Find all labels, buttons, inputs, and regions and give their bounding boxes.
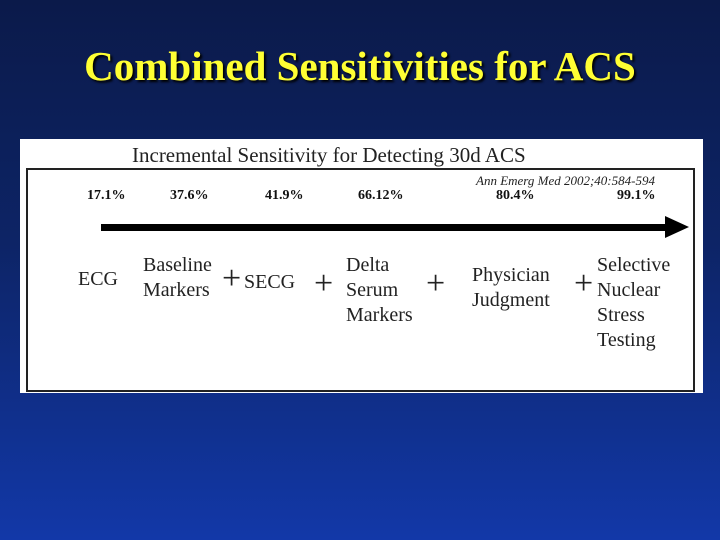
sensitivity-delta-serum-markers: 66.12% — [358, 188, 404, 203]
step-selective-nuclear-stress-testing — [597, 253, 670, 353]
figure-panel — [20, 139, 703, 393]
plus-symbol: + — [574, 265, 594, 302]
progression-arrow-line — [101, 224, 667, 231]
plus-symbol: + — [426, 265, 446, 302]
citation: Ann Emerg Med 2002;40:584-594 — [476, 173, 655, 188]
plus-symbol: + — [222, 260, 242, 297]
step-selective-nuclear-stress-testing-line: Stress — [597, 304, 645, 326]
sensitivity-nuclear-stress-testing: 99.1% — [617, 188, 656, 203]
step-physician-judgment — [472, 263, 550, 313]
step-secg — [244, 270, 295, 295]
slide-title: Combined Sensitivities for ACS — [84, 43, 636, 89]
step-physician-judgment-line: Physician — [472, 264, 550, 286]
plus-symbol: + — [314, 265, 334, 302]
sensitivity-secg: 41.9% — [265, 188, 304, 203]
step-selective-nuclear-stress-testing-line: Nuclear — [597, 279, 661, 301]
step-selective-nuclear-stress-testing-line: Selective — [597, 254, 671, 276]
step-ecg-line: ECG — [78, 268, 118, 290]
sensitivity-baseline-markers: 37.6% — [170, 188, 209, 203]
step-secg-line: SECG — [244, 271, 296, 293]
step-baseline-markers-line: Baseline — [143, 254, 212, 276]
sensitivity-ecg: 17.1% — [87, 188, 126, 203]
progression-arrow-head — [665, 216, 689, 238]
step-baseline-markers — [143, 253, 212, 303]
figure-heading: Incremental Sensitivity for Detecting 30d ACS — [132, 143, 526, 167]
step-physician-judgment-line: Judgment — [472, 289, 550, 311]
step-ecg — [78, 267, 118, 292]
step-delta-serum-markers-line: Delta — [346, 254, 390, 276]
step-baseline-markers-line: Markers — [143, 279, 210, 301]
step-delta-serum-markers — [346, 253, 413, 328]
step-selective-nuclear-stress-testing-line: Testing — [597, 329, 656, 351]
step-delta-serum-markers-line: Markers — [346, 304, 413, 326]
sensitivity-physician-judgment: 80.4% — [496, 188, 535, 203]
step-delta-serum-markers-line: Serum — [346, 279, 399, 301]
